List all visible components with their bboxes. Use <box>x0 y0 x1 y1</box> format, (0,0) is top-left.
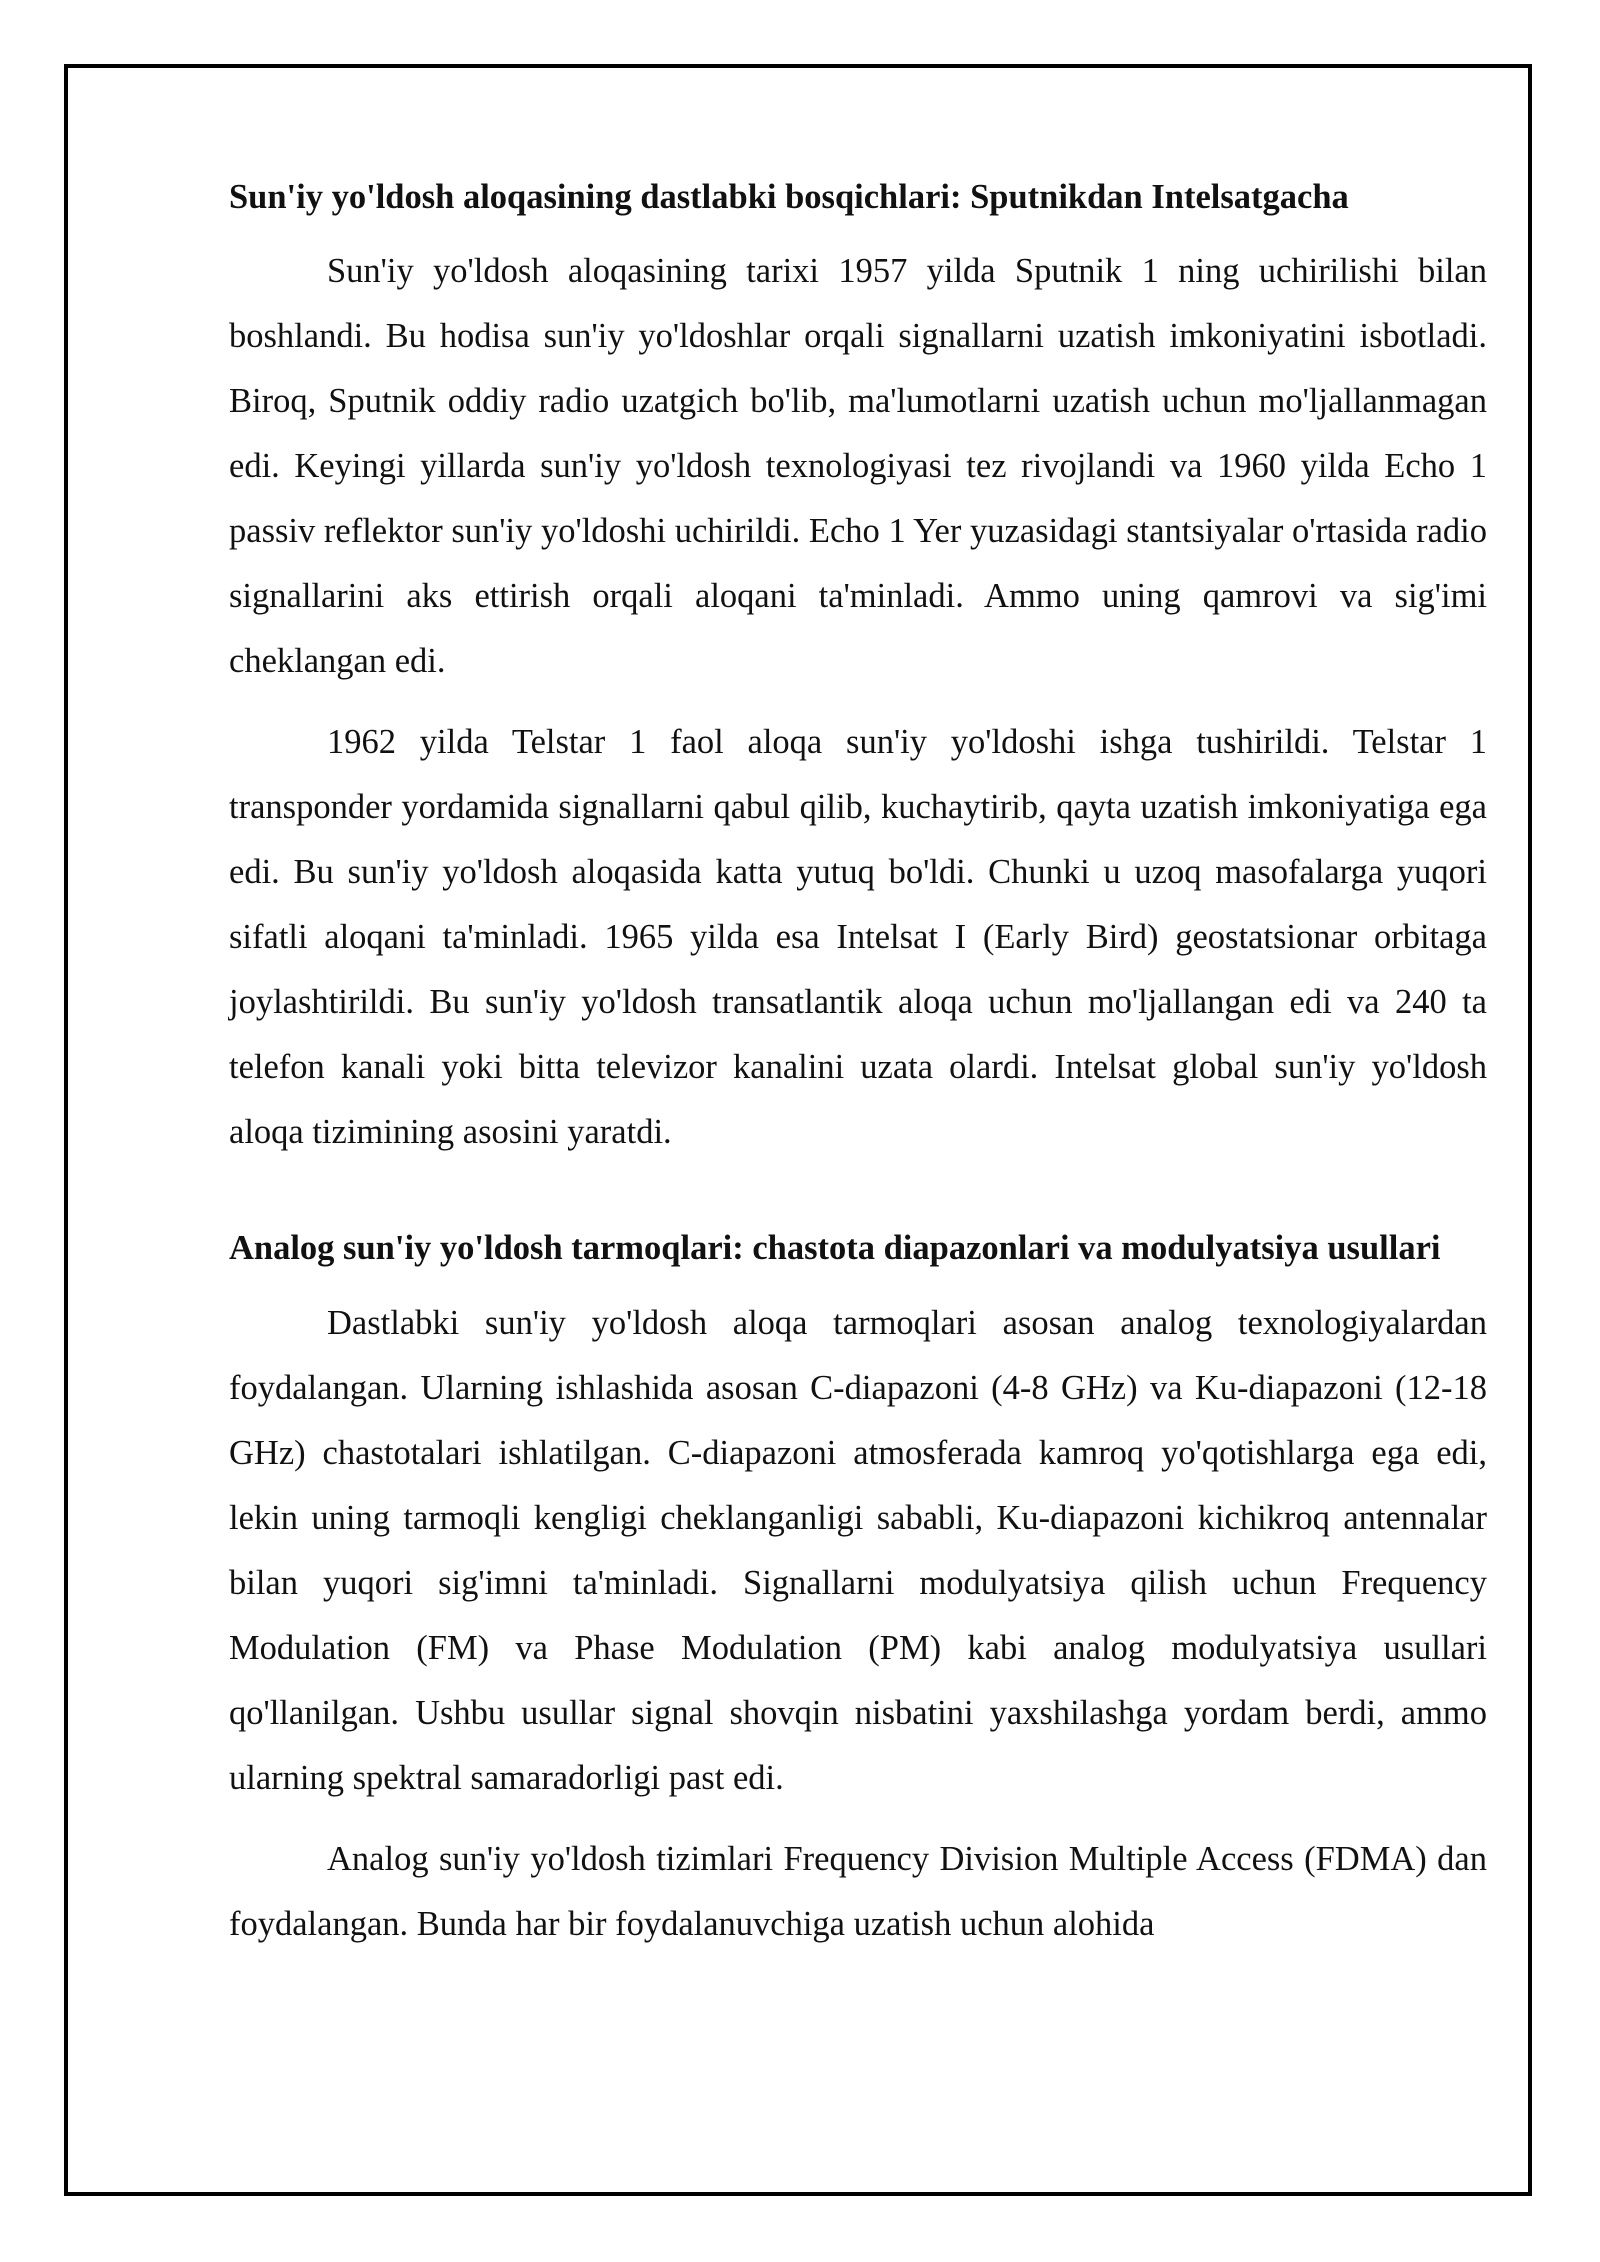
section-heading: Sun'iy yo'ldosh aloqasining dastlabki bosqichlari: Sputnikdan Intelsatgacha <box>229 178 1349 216</box>
document-body <box>229 172 1487 1973</box>
section-sputnik-to-intelsat <box>229 172 1487 1165</box>
body-paragraph: Sun'iy yo'ldosh aloqasining tarixi 1957 yilda Sputnik 1 ning uchirilishi bilan boshlandi. Bu hodisa sun'iy yo'ldoshlar orqali signallarni uzatish imkoniyatini isbotladi. Biroq, Sputnik oddiy radio uzatgich bo'lib, ma'lumotlarni uzatish uchun mo'ljallanmagan edi. Keyingi yillarda sun'iy yo'ldosh texnologiyasi tez rivojlandi va 1960 yilda Echo 1 passiv reflektor sun'iy yo'ldoshi uchirildi. Echo 1 Yer yuzasidagi stantsiyalar o'rtasida radio signallarini aks ettirish orqali aloqani ta'minladi. Ammo uning qamrovi va sig'imi cheklangan edi. <box>229 252 1487 680</box>
body-paragraph: Dastlabki sun'iy yo'ldosh aloqa tarmoqlari asosan analog texnologiyalardan foydalangan. Ularning ishlashida asosan C-diapazoni (4-8 GHz) va Ku-diapazoni (12-18 GHz) chastotalari ishlatilgan. C-diapazoni atmosferada kamroq yo'qotishlarga ega edi, lekin uning tarmoqli kengligi cheklanganligi sababli, Ku-diapazoni kichikroq antennalar bilan yuqori sig'imni ta'minladi. Signallarni modulyatsiya qilish uchun Frequency Modulation (FM) va Phase Modulation (PM) kabi analog modulyatsiya usullari qo'llanilgan. Ushbu usullar signal shovqin nisbatini yaxshilashga yordam berdi, ammo ularning spektral samaradorligi past edi. <box>229 1304 1487 1797</box>
section-heading: Analog sun'iy yo'ldosh tarmoqlari: chastota diapazonlari va modulyatsiya usullari <box>229 1229 1441 1267</box>
section-analog-networks <box>229 1223 1487 1957</box>
body-paragraph: 1962 yilda Telstar 1 faol aloqa sun'iy yo'ldoshi ishga tushirildi. Telstar 1 transponder yordamida signallarni qabul qilib, kuchaytirib, qayta uzatish imkoniyatiga ega edi. Bu sun'iy yo'ldosh aloqasida katta yutuq bo'ldi. Chunki u uzoq masofalarga yuqori sifatli aloqani ta'minladi. 1965 yilda esa Intelsat I (Early Bird) geostatsionar orbitaga joylashtirildi. Bu sun'iy yo'ldosh transatlantik aloqa uchun mo'ljallangan edi va 240 ta telefon kanali yoki bitta televizor kanalini uzata olardi. Intelsat global sun'iy yo'ldosh aloqa tizimining asosini yaratdi. <box>229 723 1487 1151</box>
body-paragraph: Analog sun'iy yo'ldosh tizimlari Frequency Division Multiple Access (FDMA) dan foydalangan. Bunda har bir foydalanuvchiga uzatish uchun alohida <box>229 1840 1487 1943</box>
